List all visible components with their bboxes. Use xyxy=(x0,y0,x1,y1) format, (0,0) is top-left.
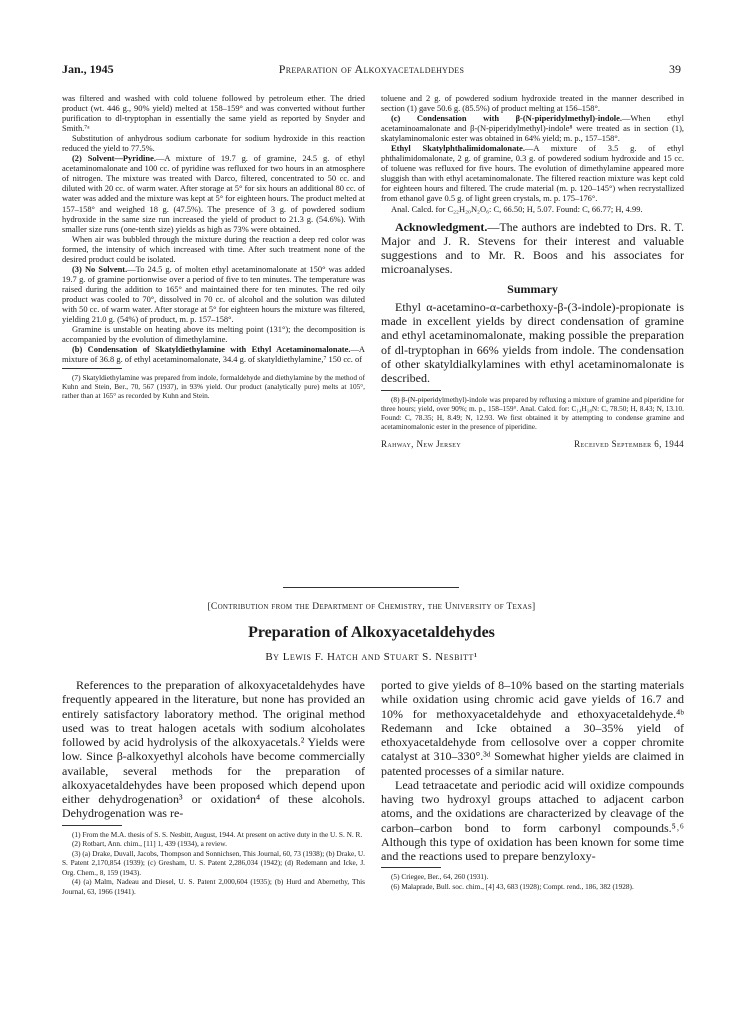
article-separator xyxy=(283,587,459,588)
page-number: 39 xyxy=(669,62,681,76)
section-body: —When ethyl acetaminoamalonate and β-(N-piperidylmethyl)-indole⁸ were treated as in section (1), skatylaminomalonic ester was obtained in 64% yield; m. p., 157–158°. xyxy=(381,113,684,144)
footnote-7: (7) Skatyldiethylamine was prepared from indole, formaldehyde and diethylamine by the method of Kuhn and Stein, Ber., 70, 567 (1937), in 93% yield. Our product (analytically pure) melts at 105°, rather than at 165° as recorded by Kuhn and Stein. xyxy=(62,373,365,401)
acknowledgment-heading: Acknowledgment. xyxy=(395,219,488,234)
continuation-paragraph: toluene and 2 g. of powdered sodium hydroxide treated in the manner described in section (1) gave 50.6 g. (85.5%) of product melting at 156–158°. xyxy=(381,93,684,114)
summary-heading: Summary xyxy=(507,281,558,296)
header-title: Preparation of Alkoxyacetaldehydes xyxy=(278,62,465,76)
section-heading: (c) Condensation with β-(N-piperidylmethyl)-indole. xyxy=(391,113,622,124)
section-body: —A mixture of 3.5 g. of ethyl phthalimidomalonate, 2 g. of gramine, 0.3 g. of powdered sodium hydroxide and 15 cc. of toluene was refluxed for five hours. The evolution of dimethylamine appeared more sluggish than with ethyl acetaminomalonate. The filtered reaction mixture was kept cold for eighteen hours and filtered. The crude material (m. p. 120–145°) when recrystallized from ethanol gave 0.5 g. of light green crystals, m. p. 175–176°. xyxy=(381,143,684,204)
body-paragraph: References to the preparation of alkoxyacetaldehydes have frequently appeared in the literature, but none has provided an entirely satisfactory laboratory method. The original method used was to treat halogen acetals with sodium alcoholates followed by acid hydrolysis of the alkoxyacetals.² Yields were low. Since β-alkoxyethyl alcohols have become commercially available, several methods for the preparation of alkoxyacetaldehydes have been proposed which depend upon either dehydrogenation³ or oxidation⁴ of these alcohols. Dehydrogenation was re- xyxy=(62,678,365,821)
section-no-solvent xyxy=(62,264,365,324)
paragraph: Gramine is unstable on heating above its melting point (131°); the decomposition is accompanied by the evolution of dimethylamine. xyxy=(62,324,365,345)
section-skatylphthalimidomalonate xyxy=(381,143,684,203)
section-heading: (2) Solvent—Pyridine. xyxy=(72,153,156,164)
place-and-date xyxy=(381,439,684,451)
acknowledgment xyxy=(381,220,684,277)
section-piperidylmethyl-indole xyxy=(381,113,684,143)
contribution-line: [Contribution from the Department of Chemistry, the University of Texas] xyxy=(207,602,536,612)
footnote-3: (3) (a) Drake, Duvall, Jacobs, Thompson and Sonnichsen, This Journal, 60, 73 (1938); (b) Drake, U. S. Patent 2,170,854 (1939); (c) Gresham, U. S. Patent 2,286,034 (1942); (d) Redemann and Icke, J. Org. Chem., 8, 159 (1943). xyxy=(62,848,365,877)
section-body: —A mixture of 36.8 g. of ethyl acetaminomalonate, 34.4 g. of skatyldiethylamine,⁷ 150 cc. of xyxy=(62,344,365,365)
bottom-left-column xyxy=(62,678,365,897)
section-heading: (b) Condensation of Skatyldiethylamine with Ethyl Acetaminomalonate. xyxy=(72,344,351,355)
section-body: —To 24.5 g. of molten ethyl acetaminomalonate at 150° was added 19.7 g. of gramine portionwise over a period of five to ten minutes. The temperature was raised during the addition to 165° and maintained there for ten minutes. The red oily product was cooled to 70°, dissolved in 70 cc. of alcohol and the solution was diluted with 50 cc. of warm water. After storage at 5° for eighteen hours the mixture was filtered, yielding 21.0 g. (54%) of product, m. p. 157–158°. xyxy=(62,263,365,325)
paragraph: When air was bubbled through the mixture during the reaction a deep red color was formed, the intensity of which increased with time. After such treatment none of the desired product could be isolated. xyxy=(62,233,365,264)
continuation-paragraph: was filtered and washed with cold toluene followed by petroleum ether. The dried product (wt. 446 g., 90% yield) melted at 158–159° and was converted without further purification to dl-tryptophan in essentially the same yield as reported by Snyder and Smith.⁷ᵃ xyxy=(62,93,365,134)
analysis-line: Anal. Calcd. for C₂₂H₂₀N₂O₆: C, 66.50; H, 5.07. Found: C, 66.77; H, 4.99. xyxy=(391,203,643,214)
header-date: Jan., 1945 xyxy=(62,62,114,76)
received-date: Received September 6, 1944 xyxy=(574,438,684,449)
footnote-6: (6) Malaprade, Bull. soc. chim., [4] 43, 683 (1928); Compt. rend., 186, 382 (1928). xyxy=(391,881,634,891)
place: Rahway, New Jersey xyxy=(381,438,462,449)
article-title: Preparation of Alkoxyacetaldehydes xyxy=(248,624,495,641)
section-heading: (3) No Solvent. xyxy=(72,263,128,274)
footnote-rule xyxy=(62,825,122,826)
top-right-column xyxy=(381,93,684,451)
section-heading: Ethyl Skatylphthalimidomalonate. xyxy=(391,143,525,154)
acknowledgment-body: —The authors are indebted to Drs. R. T. Major and J. R. Stevens for their interest and valuable suggestions and to Mr. R. Boos and his associates for microanalyses. xyxy=(381,219,684,277)
footnote-2: (2) Rotbart, Ann. chim., [11] 1, 439 (1934), a review. xyxy=(72,839,227,849)
paragraph: Substitution of anhydrous sodium carbonate for sodium hydroxide in this reaction reduced the yield to 77.5%. xyxy=(62,133,365,154)
section-body: —A mixture of 19.7 g. of gramine, 24.5 g. of ethyl acetaminomalonate and 100 cc. of pyridine was refluxed for two hours in an atmosphere of nitrogen. The mixture was treated with Darco, filtered, concentrated to 50 cc. and diluted with 20 cc. of warm water. After storage at 5° for six hours an additional 80 cc. of water was added and the mixture was kept at 5° for eighteen hours. The product melted at 157–158° and weighed 18 g. (47.5%). The presence of 3 g. of powdered sodium hydroxide in the same size run increased the yield of product to 21.3 g. (54.6%). With smaller size runs (one-tenth size) yields as high as 73% were obtained. xyxy=(62,153,365,234)
footnote-8: (8) β-(N-piperidylmethyl)-indole was prepared by refluxing a mixture of gramine and piperidine for three hours; yield, over 90%; m. p., 158–159°. Anal. Calcd. for: C₁₄H₁₈N: C, 78.50; H, 8.43; N, 13.10. Found: C, 78.35; H, 8.49; N, 12.93. We first obtained it by attempting to condense gramine and acetaminomalonic ester in the presence of piperidine. xyxy=(381,394,684,431)
footnote-rule xyxy=(381,390,441,391)
footnote-5: (5) Criegee, Ber., 64, 260 (1931). xyxy=(391,872,489,882)
body-paragraph: Lead tetraacetate and periodic acid will oxidize compounds having two hydroxyl groups attached to adjacent carbon atoms, and the oxidations are characterized by cleavage of the carbon–carbon bond to form carbonyl compounds.⁵˒⁶ Although this type of oxidation has been known for some time and the reactions used to prepare benzyloxy- xyxy=(381,777,684,863)
footnote-rule xyxy=(381,867,441,868)
running-header xyxy=(62,62,681,78)
footnote-4: (4) (a) Malm, Nadeau and Diesel, U. S. Patent 2,000,604 (1935); (b) Hurd and Abernethy, This Journal, 63, 1966 (1941). xyxy=(62,877,365,897)
section-skatyldiethylamine xyxy=(62,344,365,364)
footnote-rule xyxy=(62,368,122,369)
footnote-1: (1) From the M.A. thesis of S. S. Nesbitt, August, 1944. At present on active duty in the U. S. N. R. xyxy=(72,829,363,839)
body-paragraph: ported to give yields of 8–10% based on the starting materials while oxidation using chromic acid gave yields of 16.7 and 10% for methoxyacetaldehyde and ethoxyacetaldehyde.⁴ᵇ Redemann and Icke obtained a 30–35% yield of ethoxyacetaldehyde from cellosolve over a copper chromite catalyst at 310–330°.³ᵈ Somewhat higher yields are claimed in patented processes of a similar nature. xyxy=(381,678,684,778)
section-solvent-pyridine xyxy=(62,153,365,233)
article-authors: By Lewis F. Hatch and Stuart S. Nesbitt¹ xyxy=(265,651,478,663)
top-left-column xyxy=(62,93,365,400)
summary-body: Ethyl α-acetamino-α-carbethoxy-β-(3-indole)-propionate is made in excellent yields by direct condensation of gramine and ethyl acetaminomalonate, making possible the preparation of dl-tryptophan in 66% yields from indole. The condensation of other skatyldialkylamines with ethyl acetaminomalonate is described. xyxy=(381,299,684,386)
bottom-right-column xyxy=(381,678,684,891)
